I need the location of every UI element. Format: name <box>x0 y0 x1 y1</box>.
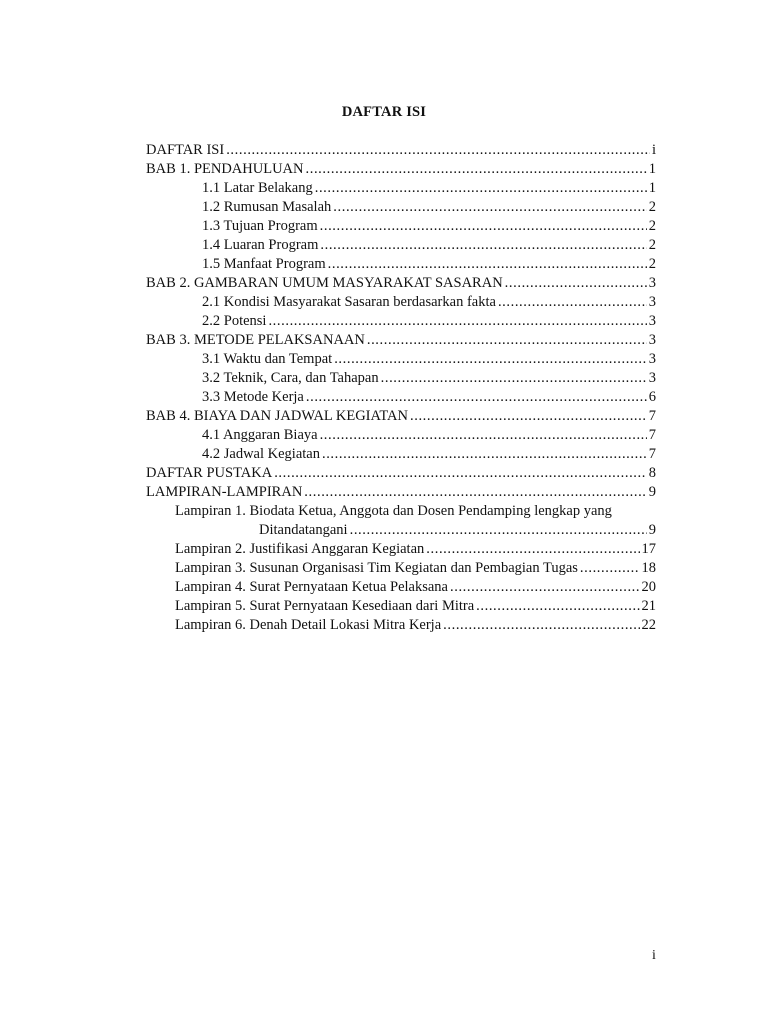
toc-entry-label: Lampiran 5. Surat Pernyataan Kesediaan dari Mitra <box>175 598 475 614</box>
dot-leader <box>333 198 646 217</box>
toc-entry-page: 2 <box>648 256 656 272</box>
toc-entry-lampiran[interactable] <box>146 578 656 597</box>
toc-entry-label: BAB 1. PENDAHULUAN <box>146 161 304 177</box>
toc-entry[interactable] <box>146 350 656 369</box>
dot-leader <box>306 388 647 407</box>
toc-entry-lampiran[interactable] <box>146 597 656 616</box>
toc-entry-label: DAFTAR ISI <box>146 142 225 158</box>
toc-entry[interactable] <box>146 217 656 236</box>
dot-leader <box>580 559 640 578</box>
toc-entry-page: 9 <box>648 484 656 500</box>
toc-entry[interactable] <box>146 236 656 255</box>
toc-entry[interactable] <box>146 141 656 160</box>
toc-entry-label: Ditandatangani <box>259 522 348 538</box>
toc-entry-page: 3 <box>648 313 656 329</box>
toc-entry-page: 20 <box>641 579 656 595</box>
toc-entry[interactable] <box>146 312 656 331</box>
dot-leader <box>450 578 640 597</box>
toc-entry[interactable] <box>146 198 656 217</box>
toc-entry-page: 7 <box>648 427 656 443</box>
toc-entry-label: 2.1 Kondisi Masyarakat Sasaran berdasarkan fakta <box>202 294 496 310</box>
toc-entry-page: 1 <box>648 180 656 196</box>
toc-entry-lampiran-1-line1[interactable]: Lampiran 1. Biodata Ketua, Anggota dan Dosen Pendamping lengkap yang <box>175 503 612 519</box>
toc-entry-page: i <box>651 142 656 158</box>
toc-entry-label: BAB 2. GAMBARAN UMUM MASYARAKAT SASARAN <box>146 275 503 291</box>
toc-entry[interactable] <box>146 255 656 274</box>
toc-entry-label: Lampiran 3. Susunan Organisasi Tim Kegiatan dan Pembagian Tugas <box>175 560 578 576</box>
dot-leader <box>505 274 647 293</box>
dot-leader <box>322 445 647 464</box>
toc-entry-page: 3 <box>648 332 656 348</box>
toc-entry-page: 18 <box>641 560 656 576</box>
dot-leader <box>426 540 639 559</box>
toc-entry-page: 3 <box>648 351 656 367</box>
toc-entry-label: LAMPIRAN-LAMPIRAN <box>146 484 303 500</box>
toc-entry-page: 2 <box>648 237 656 253</box>
toc-entry-label: 1.2 Rumusan Masalah <box>202 199 332 215</box>
toc-entry-label: 1.3 Tujuan Program <box>202 218 318 234</box>
toc-entry[interactable] <box>146 445 656 464</box>
toc-entry[interactable] <box>146 274 656 293</box>
toc-entry[interactable] <box>146 426 656 445</box>
dot-leader <box>320 236 646 255</box>
toc-entry-page: 6 <box>648 389 656 405</box>
toc-entry-label: 3.1 Waktu dan Tempat <box>202 351 333 367</box>
dot-leader <box>443 616 639 635</box>
dot-leader <box>498 293 647 312</box>
dot-leader <box>320 217 647 236</box>
toc-entry[interactable] <box>146 388 656 407</box>
toc-entry-label: 3.3 Metode Kerja <box>202 389 304 405</box>
dot-leader <box>381 369 647 388</box>
toc-entry[interactable] <box>146 464 656 483</box>
toc-entry[interactable] <box>146 331 656 350</box>
toc-entry[interactable] <box>146 407 656 426</box>
toc-entry-label: Lampiran 2. Justifikasi Anggaran Kegiatan <box>175 541 425 557</box>
toc-entry[interactable] <box>146 293 656 312</box>
toc-entry-label: 3.2 Teknik, Cara, dan Tahapan <box>202 370 379 386</box>
dot-leader <box>334 350 647 369</box>
dot-leader <box>306 160 647 179</box>
dot-leader <box>350 521 647 540</box>
toc-entry-page: 9 <box>648 522 656 538</box>
toc-entry-page: 2 <box>648 199 656 215</box>
dot-leader <box>226 141 650 160</box>
toc-entry-page: 7 <box>648 446 656 462</box>
toc-entry[interactable] <box>146 160 656 179</box>
toc-entry-lampiran[interactable] <box>146 559 656 578</box>
toc-entry-page: 17 <box>641 541 656 557</box>
toc-entry-page: 2 <box>648 218 656 234</box>
toc-entry-label: 2.2 Potensi <box>202 313 267 329</box>
toc-entry-label: Lampiran 6. Denah Detail Lokasi Mitra Kerja <box>175 617 442 633</box>
toc-entry-page: 21 <box>641 598 656 614</box>
toc-entry-page: 3 <box>648 275 656 291</box>
dot-leader <box>320 426 647 445</box>
toc-entry-label: BAB 3. METODE PELAKSANAAN <box>146 332 365 348</box>
toc-entry-lampiran[interactable] <box>146 616 656 635</box>
toc-entry-page: 1 <box>648 161 656 177</box>
toc-entry-label: 1.4 Luaran Program <box>202 237 319 253</box>
dot-leader <box>304 483 646 502</box>
toc-entry-label: BAB 4. BIAYA DAN JADWAL KEGIATAN <box>146 408 408 424</box>
toc-entry[interactable] <box>146 483 656 502</box>
toc-entry-page: 3 <box>648 370 656 386</box>
dot-leader <box>328 255 647 274</box>
toc-entry-label: 4.1 Anggaran Biaya <box>202 427 318 443</box>
toc-entry-label: Lampiran 4. Surat Pernyataan Ketua Pelaksana <box>175 579 448 595</box>
toc-entry[interactable] <box>146 369 656 388</box>
toc-entry-label: 1.5 Manfaat Program <box>202 256 326 272</box>
toc-entry-page: 7 <box>648 408 656 424</box>
dot-leader <box>476 597 639 616</box>
page-title: DAFTAR ISI <box>341 104 427 120</box>
toc-entry-page: 3 <box>648 294 656 310</box>
toc-entry-lampiran[interactable] <box>146 540 656 559</box>
toc-entry-page: 8 <box>648 465 656 481</box>
dot-leader <box>274 464 647 483</box>
table-of-contents <box>146 141 656 635</box>
dot-leader <box>315 179 647 198</box>
footer-page-number: i <box>652 948 656 963</box>
dot-leader <box>367 331 647 350</box>
dot-leader <box>268 312 646 331</box>
toc-entry-label: 1.1 Latar Belakang <box>202 180 313 196</box>
dot-leader <box>410 407 647 426</box>
toc-entry-label: DAFTAR PUSTAKA <box>146 465 273 481</box>
toc-entry[interactable] <box>146 179 656 198</box>
toc-entry-lampiran-1[interactable] <box>146 521 656 540</box>
toc-entry-label: 4.2 Jadwal Kegiatan <box>202 446 320 462</box>
toc-entry-page: 22 <box>641 617 656 633</box>
